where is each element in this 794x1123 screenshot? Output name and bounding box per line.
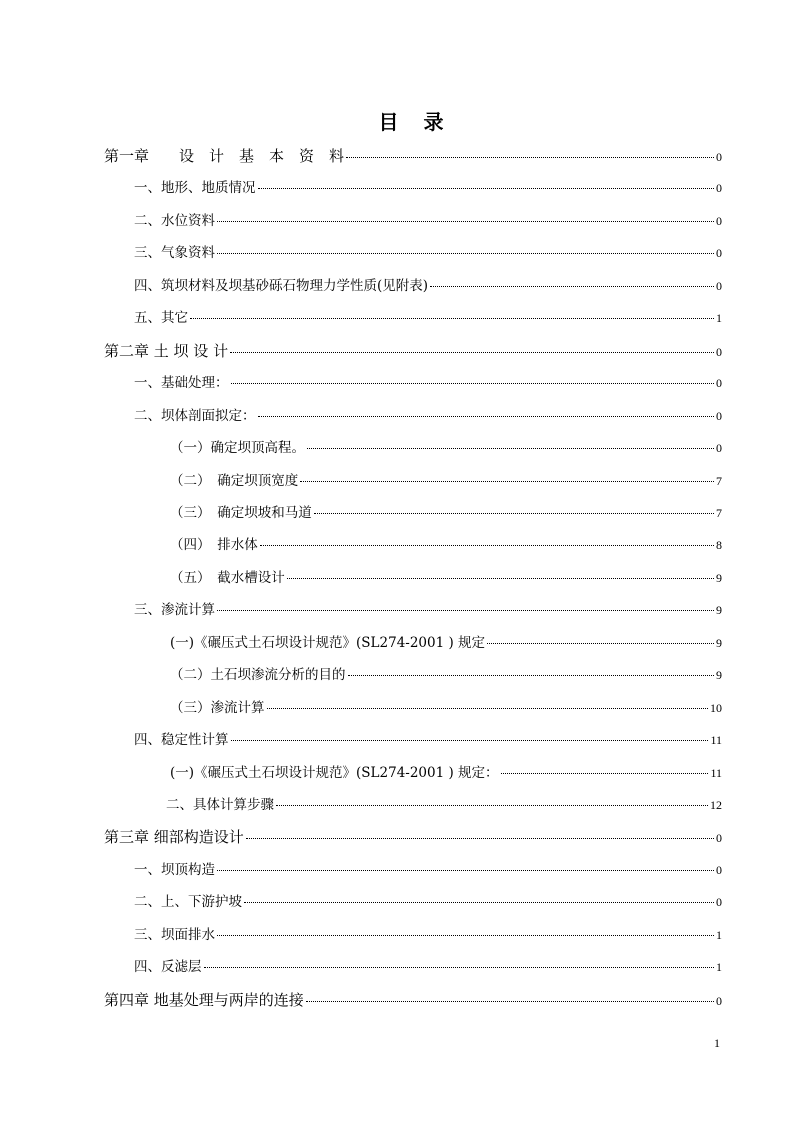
toc-entry[interactable] <box>134 277 722 295</box>
toc-entry-label: 第三章 细部构造设计 <box>104 828 244 846</box>
dot-leader <box>287 578 714 579</box>
toc-entry[interactable] <box>134 179 722 197</box>
dot-leader <box>258 188 715 189</box>
toc-entry[interactable] <box>134 212 722 230</box>
dot-leader <box>231 740 709 741</box>
dot-leader <box>501 773 709 774</box>
dot-leader <box>267 708 709 709</box>
dot-leader <box>306 1001 714 1002</box>
toc-entry-page: 9 <box>716 668 722 682</box>
toc-entry-page: 0 <box>716 895 722 909</box>
toc-entry-page: 12 <box>710 798 722 812</box>
toc-entry-page: 0 <box>716 150 722 164</box>
toc-entry[interactable] <box>134 244 722 262</box>
toc-entry[interactable] <box>170 764 722 782</box>
toc-entry-label: 二、坝体剖面拟定： <box>134 408 256 424</box>
toc-entry-page: 1 <box>716 311 722 325</box>
toc-entry-label: 一、基础处理： <box>134 375 229 391</box>
dot-leader <box>204 967 715 968</box>
toc-entry-page: 0 <box>716 831 722 845</box>
toc-entry[interactable] <box>170 472 722 490</box>
toc-entry-label: 二、水位资料 <box>134 213 215 229</box>
toc-entry[interactable] <box>134 958 722 976</box>
dot-leader <box>307 448 714 449</box>
dot-leader <box>217 253 714 254</box>
dot-leader <box>231 383 715 384</box>
dot-leader <box>487 643 714 644</box>
toc-entry[interactable] <box>104 828 722 847</box>
toc-entry-page: 1 <box>716 960 722 974</box>
toc-entry-page: 0 <box>716 409 722 423</box>
toc-entry[interactable] <box>134 861 722 879</box>
dot-leader <box>217 221 714 222</box>
dot-leader <box>258 416 715 417</box>
toc-entry[interactable] <box>134 374 722 392</box>
toc-entry-label: 四、稳定性计算 <box>134 732 229 748</box>
toc-entry-label: 三、气象资料 <box>134 245 215 261</box>
toc-entry-label: （二） 确定坝顶宽度 <box>170 473 299 489</box>
dot-leader <box>276 805 708 806</box>
toc-entry-label: 三、坝面排水 <box>134 927 215 943</box>
toc-entry[interactable] <box>134 893 722 911</box>
toc-entry-label: 五、其它 <box>134 310 188 326</box>
toc-entry-label: 第二章 土 坝 设 计 <box>104 342 229 360</box>
toc-entry[interactable] <box>134 309 722 327</box>
toc-entry-page: 7 <box>716 474 722 488</box>
toc-entry[interactable] <box>134 601 722 619</box>
toc-entry-label: 第四章 地基处理与两岸的连接 <box>104 991 304 1009</box>
toc-entry-label: （一）确定坝顶高程。 <box>170 440 305 456</box>
toc-entry-label: （四） 排水体 <box>170 537 258 553</box>
dot-leader <box>217 935 714 936</box>
toc-entry-label: （三） 确定坝坡和马道 <box>170 505 312 521</box>
toc-entry-label: 第一章 设 计 基 本 资 料 <box>104 147 345 165</box>
toc-entry-label: （五） 截水槽设计 <box>170 570 285 586</box>
toc-entry-label: 四、反滤层 <box>134 959 202 975</box>
toc-entry-label: （二）土石坝渗流分析的目的 <box>170 667 346 683</box>
toc-entry[interactable] <box>170 699 722 717</box>
dot-leader <box>348 675 715 676</box>
dot-leader <box>300 481 714 482</box>
toc-entry[interactable] <box>134 926 722 944</box>
toc-entry[interactable] <box>170 439 722 457</box>
toc-entry-page: 0 <box>716 246 722 260</box>
toc-entry[interactable] <box>104 991 722 1010</box>
toc-entry[interactable] <box>170 504 722 522</box>
toc-entry-page: 0 <box>716 345 722 359</box>
toc-entry-page: 9 <box>716 603 722 617</box>
dot-leader <box>246 838 714 839</box>
toc-entry[interactable] <box>134 407 722 425</box>
toc-entry[interactable] <box>166 796 722 814</box>
toc-entry-page: 0 <box>716 279 722 293</box>
toc-entry[interactable] <box>104 342 722 361</box>
toc-entry-label: (一)《碾压式土石坝设计规范》(SL274-2001 ) 规定 <box>170 635 486 651</box>
toc-entry-label: 三、渗流计算 <box>134 602 215 618</box>
toc-entry-label: 二、上、下游护坡 <box>134 894 242 910</box>
toc-entry-page: 0 <box>716 994 722 1008</box>
toc-entry-label: 二、具体计算步骤 <box>166 797 274 813</box>
toc-entry-page: 11 <box>710 733 722 747</box>
page-number: 1 <box>714 1036 720 1050</box>
toc-entry-page: 10 <box>710 701 722 715</box>
toc-entry[interactable] <box>170 666 722 684</box>
toc-entry-page: 0 <box>716 214 722 228</box>
toc-title: 目 录 <box>378 110 446 134</box>
toc-entry-page: 0 <box>716 181 722 195</box>
dot-leader <box>314 513 714 514</box>
dot-leader <box>217 610 714 611</box>
dot-leader <box>217 870 714 871</box>
toc-entry-page: 0 <box>716 863 722 877</box>
toc-entry-label: 一、地形、地质情况 <box>134 180 256 196</box>
toc-entry-page: 0 <box>716 441 722 455</box>
toc-entry-label: 一、坝顶构造 <box>134 862 215 878</box>
toc-entry-page: 9 <box>716 571 722 585</box>
toc-entry[interactable] <box>134 731 722 749</box>
toc-entry-page: 8 <box>716 538 722 552</box>
toc-entry-label: （三）渗流计算 <box>170 700 265 716</box>
toc-entry[interactable] <box>170 634 722 652</box>
toc-entry[interactable] <box>104 147 722 166</box>
toc-entry[interactable] <box>170 569 722 587</box>
toc-entry-page: 1 <box>716 928 722 942</box>
dot-leader <box>346 157 714 158</box>
toc-entry-page: 7 <box>716 506 722 520</box>
toc-entry-label: 四、筑坝材料及坝基砂砾石物理力学性质(见附表) <box>134 278 429 294</box>
toc-entry-page: 9 <box>716 636 722 650</box>
dot-leader <box>260 545 714 546</box>
dot-leader <box>190 318 714 319</box>
toc-entry-page: 0 <box>716 376 722 390</box>
dot-leader <box>230 352 714 353</box>
toc-entry-page: 11 <box>710 766 722 780</box>
toc-entry[interactable] <box>170 536 722 554</box>
dot-leader <box>430 286 714 287</box>
toc-entry-label: (一)《碾压式土石坝设计规范》(SL274-2001 ) 规定： <box>170 765 499 781</box>
dot-leader <box>244 902 714 903</box>
